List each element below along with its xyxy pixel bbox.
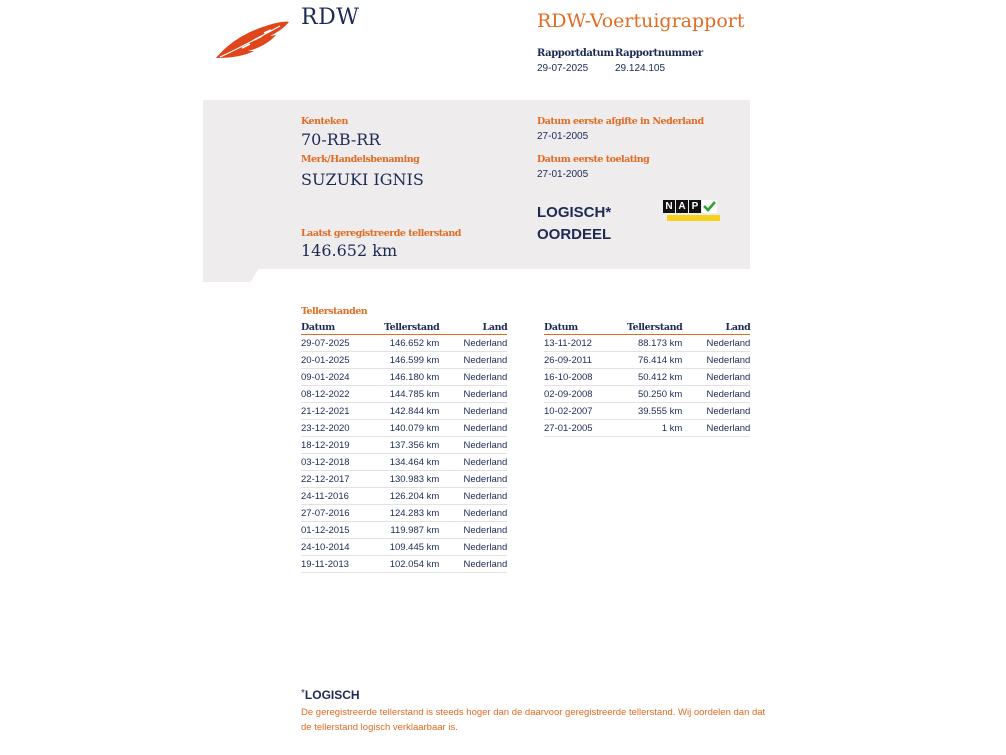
reading-km: 88.173 km: [627, 335, 682, 352]
last-odometer: 146.652 km: [301, 241, 398, 260]
reading-date: 01-12-2015: [301, 522, 384, 539]
reading-date: 09-01-2024: [301, 369, 384, 386]
reading-date: 21-12-2021: [301, 403, 384, 420]
column-header-land: Land: [682, 321, 750, 335]
reading-land: Nederland: [439, 352, 507, 369]
table-row: [301, 352, 507, 369]
reading-land: Nederland: [682, 352, 750, 369]
make-label: Merk/Handelsbenaming: [301, 154, 420, 165]
reading-date: 24-10-2014: [301, 539, 384, 556]
table-row: [301, 420, 507, 437]
reading-date: 08-12-2022: [301, 386, 384, 403]
reading-land: Nederland: [439, 471, 507, 488]
table-row: [544, 335, 750, 352]
table-row: [301, 403, 507, 420]
reading-km: 142.844 km: [384, 403, 439, 420]
table-row: [301, 488, 507, 505]
reading-km: 146.180 km: [384, 369, 439, 386]
reading-date: 18-12-2019: [301, 437, 384, 454]
reading-km: 146.599 km: [384, 352, 439, 369]
reading-date: 23-12-2020: [301, 420, 384, 437]
reading-date: 13-11-2012: [544, 335, 627, 352]
reading-land: Nederland: [439, 437, 507, 454]
first-nl-date: 27-01-2005: [537, 131, 589, 142]
reading-km: 76.414 km: [627, 352, 682, 369]
reading-km: 137.356 km: [384, 437, 439, 454]
reading-km: 102.054 km: [384, 556, 439, 573]
reading-land: Nederland: [439, 505, 507, 522]
nap-letter: A: [676, 200, 688, 213]
report-number: 29.124.105: [615, 63, 666, 74]
table-row: [301, 522, 507, 539]
reading-land: Nederland: [439, 556, 507, 573]
table-row: [544, 352, 750, 369]
reading-land: Nederland: [439, 386, 507, 403]
reading-km: 119.987 km: [384, 522, 439, 539]
report-number-label: Rapportnummer: [615, 48, 703, 59]
reading-date: 27-01-2005: [544, 420, 627, 437]
readings-title: Tellerstanden: [301, 306, 368, 317]
reading-date: 19-11-2013: [301, 556, 384, 573]
table-row: [544, 403, 750, 420]
table-row: [301, 437, 507, 454]
reading-km: 140.079 km: [384, 420, 439, 437]
reading-km: 50.250 km: [627, 386, 682, 403]
table-header-row: [301, 321, 507, 335]
table-row: [301, 454, 507, 471]
readings-table-right: [544, 321, 750, 437]
table-row: [301, 386, 507, 403]
reading-date: 03-12-2018: [301, 454, 384, 471]
verdict-line-1: LOGISCH*: [537, 204, 612, 221]
vehicle-make: SUZUKI IGNIS: [301, 170, 424, 189]
reading-km: 130.983 km: [384, 471, 439, 488]
reading-km: 124.283 km: [384, 505, 439, 522]
reading-land: Nederland: [682, 369, 750, 386]
footnote-asterisk: *: [301, 688, 305, 699]
nap-logo: [663, 200, 717, 222]
first-admission-label: Datum eerste toelating: [537, 154, 650, 165]
column-header-km: Tellerstand: [384, 321, 440, 333]
reading-date: 10-02-2007: [544, 403, 627, 420]
rdw-feather-logo-icon: [214, 18, 290, 60]
reading-land: Nederland: [682, 420, 750, 437]
column-header-land: Land: [439, 321, 507, 335]
table-row: [301, 369, 507, 386]
license-plate: 70-RB-RR: [301, 130, 381, 149]
reading-land: Nederland: [682, 335, 750, 352]
reading-land: Nederland: [439, 420, 507, 437]
reading-date: 27-07-2016: [301, 505, 384, 522]
nap-letter: P: [689, 200, 701, 213]
reading-km: 144.785 km: [384, 386, 439, 403]
table-row: [544, 386, 750, 403]
reading-land: Nederland: [682, 386, 750, 403]
table-row: [301, 556, 507, 573]
first-nl-label: Datum eerste afgifte in Nederland: [537, 116, 704, 127]
reading-km: 1 km: [627, 420, 682, 437]
column-header-date: Datum: [301, 321, 384, 335]
panel-tab-decoration: [203, 268, 259, 282]
reading-land: Nederland: [439, 522, 507, 539]
odometer-label: Laatst geregistreerde tellerstand: [301, 228, 461, 239]
footnote-heading-text: LOGISCH: [304, 688, 360, 702]
table-row: [544, 420, 750, 437]
report-title: RDW-Voertuigrapport: [537, 10, 745, 32]
table-row: [301, 539, 507, 556]
reading-date: 20-01-2025: [301, 352, 384, 369]
reading-km: 50.412 km: [627, 369, 682, 386]
reading-date: 02-09-2008: [544, 386, 627, 403]
checkmark-icon: [702, 200, 717, 213]
reading-land: Nederland: [439, 369, 507, 386]
readings-table-left: [301, 321, 507, 573]
reading-km: 109.445 km: [384, 539, 439, 556]
reading-date: 24-11-2016: [301, 488, 384, 505]
column-header-km: Tellerstand: [627, 321, 683, 333]
table-row: [301, 471, 507, 488]
table-row: [301, 505, 507, 522]
reading-km: 146.652 km: [384, 335, 439, 352]
table-row: [544, 369, 750, 386]
reading-date: 16-10-2008: [544, 369, 627, 386]
column-header-date: Datum: [544, 321, 627, 335]
reading-land: Nederland: [439, 488, 507, 505]
reading-km: 126.204 km: [384, 488, 439, 505]
footnote-heading: [301, 688, 360, 702]
reading-date: 22-12-2017: [301, 471, 384, 488]
reading-date: 29-07-2025: [301, 335, 384, 352]
reading-km: 39.555 km: [627, 403, 682, 420]
verdict-line-2: OORDEEL: [537, 226, 612, 243]
reading-land: Nederland: [439, 335, 507, 352]
reading-km: 134.464 km: [384, 454, 439, 471]
reading-land: Nederland: [439, 403, 507, 420]
reading-land: Nederland: [439, 539, 507, 556]
brand-name: RDW: [301, 5, 360, 30]
reading-land: Nederland: [439, 454, 507, 471]
plate-label: Kenteken: [301, 116, 348, 127]
verdict: [537, 202, 611, 246]
footnote-text: De geregistreerde tellerstand is steeds hoger dan de daarvoor geregistreerde tellerstand. Wij oordelen dan dat de tellerstand logisch verklaarbaar is.: [301, 707, 766, 733]
report-date: 29-07-2025: [537, 63, 589, 74]
table-header-row: [544, 321, 750, 335]
reading-date: 26-09-2011: [544, 352, 627, 369]
nap-letter: N: [663, 200, 675, 213]
reading-land: Nederland: [682, 403, 750, 420]
table-row: [301, 335, 507, 352]
first-admission-date: 27-01-2005: [537, 169, 589, 180]
report-date-label: Rapportdatum: [537, 48, 614, 59]
